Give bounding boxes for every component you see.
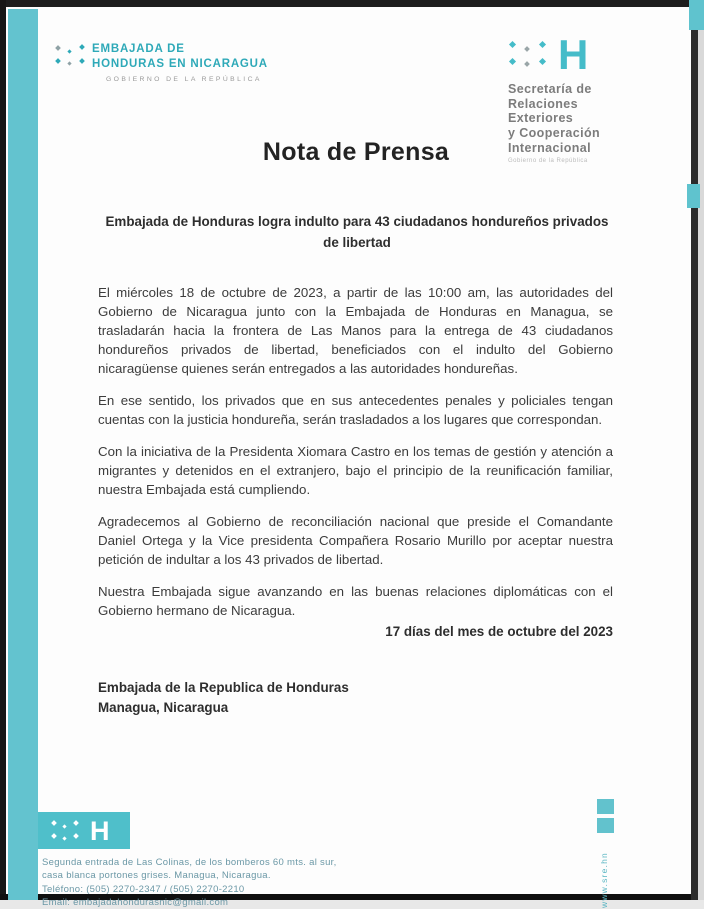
email-line: Email: embajadahondurasnic@gmail.com [42,896,229,908]
secretaria-line: y Cooperación [508,125,601,140]
teal-right-edge-block [687,184,700,208]
embassy-logo [54,42,268,83]
scan-border-left [0,0,6,900]
teal-square [597,799,614,814]
footer-h-letter: H [90,815,110,846]
scan-border-right [691,5,698,900]
secretaria-line: Exteriores [508,111,574,126]
press-release-body [98,283,613,633]
scan-border-top [0,0,704,7]
body-paragraph: El miércoles 18 de octubre de 2023, a partir de las 10:00 am, las autoridades del Gobierno de Nicaragua junto con la Embajada de Honduras en Managua, se trasladarán hacia la frontera de Las Manos para la entrega de 43 ciudadanos hondureños privados de libertad, beneficiados con el indulto del Gobierno nicaragüense quienes serán entregados a las autoridades hondureñas. [98,285,613,376]
footer-teal-squares [597,799,614,837]
body-paragraph: Nuestra Embajada sigue avanzando en las buenas relaciones diplomáticas con el Gobierno hermano de Nicaragua. [98,584,613,618]
teal-top-right-block [689,0,704,30]
scan-edge-sliver [698,0,704,900]
logo-stars-icon [508,40,550,70]
address-line: casa blanca portones grises. Managua, Nicaragua. [42,870,271,882]
website-vertical-text: www.sre.hn [599,852,609,908]
embassy-name-line1: EMBAJADA DE [92,43,185,55]
embassy-tagline: GOBIERNO DE LA REPÚBLICA [106,76,262,84]
signature-line1: Embajada de la Republica de Honduras [98,680,349,695]
secretaria-tagline: Gobierno de la República [508,158,588,165]
signature-block [98,678,349,718]
page-title: Nota de Prensa [262,138,450,166]
embassy-name-line2: HONDURAS EN NICARAGUA [92,58,268,71]
logo-stars-icon [54,42,88,68]
signature-line2: Managua, Nicaragua [98,700,229,716]
footer-address [42,856,337,909]
logo-stars-icon [52,819,82,843]
date-line: 17 días del mes de octubre del 2023 [385,624,613,639]
secretaria-h-letter: H [558,31,589,78]
press-release-headline: Embajada de Honduras logra indulto para 43 ciudadanos hondureños privados de libertad [105,214,609,250]
teal-left-bar [8,9,38,900]
body-paragraph: Agradecemos al Gobierno de reconciliación nacional que preside el Comandante Daniel Ortega y la Vice presidenta Compañera Rosario Murillo por aceptar nuestra petición de indultar a los 43 privados de libertad. [98,514,613,567]
secretaria-line: Secretaría de [508,82,592,96]
body-paragraph: Con la iniciativa de la Presidenta Xiomara Castro en los temas de gestión y atención a migrantes y detenidos en el extranjero, bajo el principio de la reunificación familiar, nuestra Embajada está cumpliendo. [98,444,613,497]
embassy-logo-text [92,42,268,83]
address-line: Teléfono: (505) 2270-2347 / (505) 2270-2210 [42,883,245,895]
secretaria-line: Internacional [508,140,591,155]
footer-h-logo [38,812,130,849]
teal-square [597,818,614,833]
secretaria-line: Relaciones [508,96,579,111]
body-paragraph: En ese sentido, los privados que en sus antecedentes penales y policiales tengan cuentas con la justicia hondureña, serán trasladados a los lugares que correspondan. [98,393,613,427]
address-line: Segunda entrada de Las Colinas, de los bomberos 60 mts. al sur, [42,857,337,868]
